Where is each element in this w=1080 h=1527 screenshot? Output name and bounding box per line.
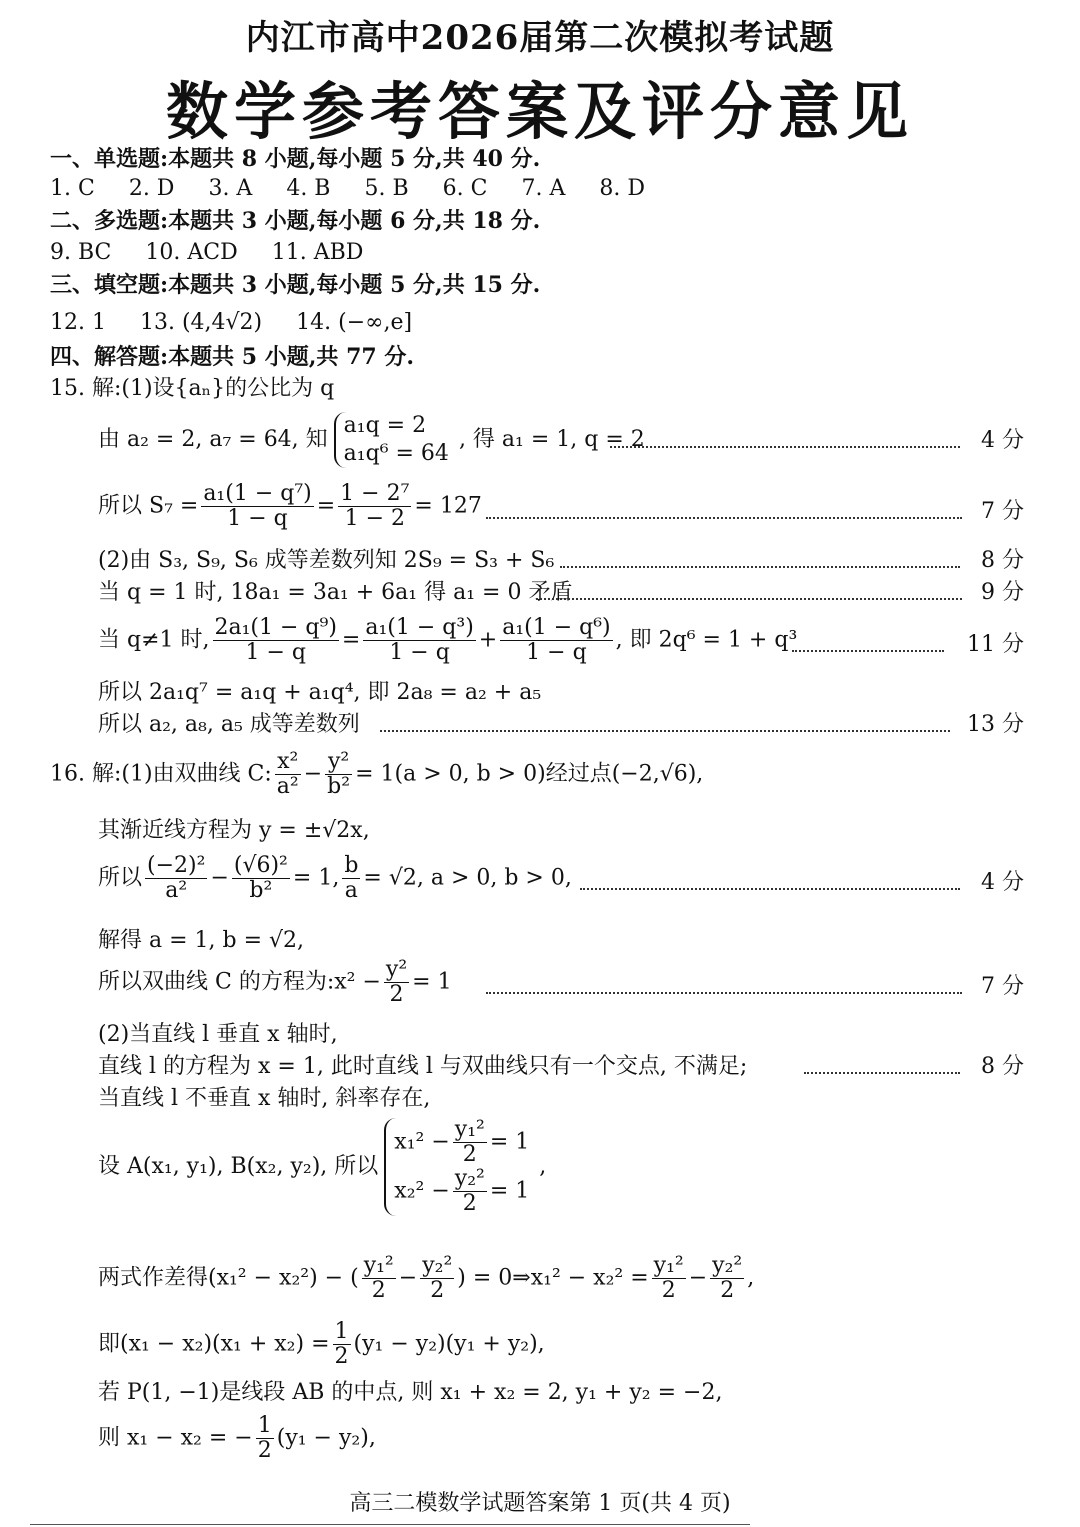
fraction: $\frac{\text{a₁(1 − q⁶)}}{1 - q}$	[502, 615, 611, 665]
fraction: $\frac{\text{a₁(1 − q⁷)}}{1 - q}$	[203, 481, 312, 531]
q16-step-4: 所以双曲线 C 的方程为:x² − $\frac{\text{y²}}{2}$ = 1	[98, 957, 452, 1007]
q16-intro: 16. 解:(1)由双曲线 C: $\frac{\text{x²}}{\text{a²}}$ − $\frac{\text{y²}}{\text{b²}}$ = 1(a > 0, b > 0)经过点(−2,√6),	[50, 749, 704, 799]
q15-step-6: 所以 2a₁q⁷ = a₁q + a₁q⁴, 即 2a₈ = a₂ + a₅	[98, 680, 542, 705]
fraction: $\frac{1}{2}$	[334, 1319, 349, 1369]
q15-step-4: 当 q = 1 时, 18a₁ = 3a₁ + 6a₁ 得 a₁ = 0 矛盾	[98, 580, 573, 605]
fraction: $\frac{\text{y₂²}}{2}$	[454, 1166, 485, 1216]
q15-step-1: 由 a₂ = 2, a₇ = 64, 知 a₁q = 2 a₁q⁶ = 64 , 得 a₁ = 1, q = 2	[98, 413, 645, 466]
fraction: $\frac{\text{1 − 2⁷}}{1 - 2}$	[340, 481, 410, 531]
fraction: $\frac{\text{(√6)²}}{\text{b²}}$	[233, 853, 288, 903]
score-leader	[792, 650, 944, 652]
q16-step-2: 所以 $\frac{\text{(−2)²}}{\text{a²}}$ − $\frac{\text{(√6)²}}{\text{b²}}$ = 1, $\frac{b}{a}$ = √2, a > 0, b > 0,	[98, 853, 572, 903]
single-choice-answers	[50, 174, 679, 204]
answer-item: 6. C	[442, 176, 488, 201]
answer-item: 13. (4,4√2)	[139, 310, 263, 335]
score-mark: 8 分	[981, 548, 1024, 573]
q15-step-2: 所以 S₇ = $\frac{\text{a₁(1 − q⁷)}}{1 - q}$ = $\frac{\text{1 − 2⁷}}{1 - 2}$ = 127	[98, 481, 482, 531]
q16-step-3: 解得 a = 1, b = √2,	[98, 928, 305, 953]
fraction: $\frac{\text{y₁²}}{2}$	[363, 1253, 394, 1303]
fraction: $\frac{b}{a}$	[344, 853, 359, 903]
fraction: $\frac{\text{y²}}{2}$	[385, 957, 408, 1007]
q15-step-3: (2)由 S₃, S₉, S₆ 成等差数列知 2S₉ = S₃ + S₆	[98, 548, 555, 573]
score-mark: 9 分	[981, 580, 1024, 605]
divider	[30, 1524, 750, 1525]
q16-part-2: (2)当直线 l 垂直 x 轴时,	[98, 1022, 338, 1047]
score-leader	[560, 566, 960, 568]
fraction: $\frac{\text{y₂²}}{2}$	[712, 1253, 743, 1303]
score-leader	[380, 730, 950, 732]
fraction: $\frac{\text{y₁²}}{2}$	[454, 1117, 485, 1167]
answer-item: 9. BC	[50, 240, 112, 265]
answer-item: 8. D	[599, 176, 645, 201]
section-3-heading: 三、填空题:本题共 3 小题,每小题 5 分,共 15 分.	[50, 272, 541, 298]
fraction: $\frac{\text{y₁²}}{2}$	[653, 1253, 684, 1303]
answer-item: 4. B	[286, 176, 331, 201]
answer-item: 14. (−∞,e]	[296, 310, 413, 335]
section-2-heading: 二、多选题:本题共 3 小题,每小题 6 分,共 18 分.	[50, 208, 541, 234]
answer-item: 7. A	[521, 176, 566, 201]
fraction: $\frac{1}{2}$	[257, 1413, 272, 1463]
fill-blank-answers	[50, 308, 446, 338]
score-leader	[580, 888, 960, 890]
score-mark: 4 分	[981, 870, 1024, 895]
fraction: $\frac{\text{a₁(1 − q³)}}{1 - q}$	[365, 615, 474, 665]
score-leader	[804, 1072, 960, 1074]
score-leader	[610, 446, 960, 448]
fraction: $\frac{\text{(−2)²}}{\text{a²}}$	[147, 853, 206, 903]
answer-item: 3. A	[208, 176, 253, 201]
section-1-heading: 一、单选题:本题共 8 小题,每小题 5 分,共 40 分.	[50, 146, 541, 172]
answer-item: 11. ABD	[271, 240, 364, 265]
q16-step-10: 若 P(1, −1)是线段 AB 的中点, 则 x₁ + x₂ = 2, y₁ + y₂ = −2,	[98, 1380, 723, 1405]
equation-system: x₁² − $\frac{\text{y₁²}}{2}$ = 1 x₂² − $\frac{\text{y₂²}}{2}$ = 1	[384, 1118, 533, 1216]
exam-title: 内江市高中2026届第二次模拟考试题	[245, 18, 835, 58]
score-mark: 7 分	[981, 499, 1024, 524]
answer-item: 5. B	[364, 176, 409, 201]
answer-item: 12. 1	[50, 310, 106, 335]
q16-step-9: 即(x₁ − x₂)(x₁ + x₂) = $\frac{1}{2}$ (y₁ − y₂)(y₁ + y₂),	[98, 1319, 545, 1369]
score-mark: 13 分	[967, 712, 1024, 737]
answer-item: 2. D	[128, 176, 175, 201]
score-mark: 4 分	[981, 428, 1024, 453]
score-leader	[486, 517, 962, 519]
score-leader	[536, 598, 962, 600]
equation-system: a₁q = 2 a₁q⁶ = 64	[334, 412, 453, 468]
fraction: $\frac{\text{y²}}{\text{b²}}$	[327, 749, 351, 799]
q16-step-5: 直线 l 的方程为 x = 1, 此时直线 l 与双曲线只有一个交点, 不满足;	[98, 1054, 748, 1079]
page-title: 数学参考答案及评分意见	[165, 75, 914, 148]
page-footer: 高三二模数学试题答案第 1 页(共 4 页)	[349, 1491, 731, 1516]
q16-step-1: 其渐近线方程为 y = ±√2x,	[98, 818, 370, 843]
q15-conclusion: 所以 a₂, a₈, a₅ 成等差数列	[98, 712, 360, 737]
q16-step-8: 两式作差得(x₁² − x₂²) − ( $\frac{\text{y₁²}}{2}$ − $\frac{\text{y₂²}}{2}$ ) = 0⇒x₁² − x₂² = $\frac{\text{y₁²}}{2}$ − $\frac{\text{y₂²}}{2}$ ,	[98, 1253, 755, 1303]
q16-step-7: 设 A(x₁, y₁), B(x₂, y₂), 所以 x₁² − $\frac{\text{y₁²}}{2}$ = 1 x₂² − $\frac{\text{y₂²}}{2}$ = 1 ,	[98, 1117, 547, 1216]
score-mark: 7 分	[981, 974, 1024, 999]
fraction: $\frac{\text{2a₁(1 − q⁹)}}{1 - q}$	[214, 615, 337, 665]
fraction: $\frac{\text{y₂²}}{2}$	[422, 1253, 453, 1303]
answer-item: 1. C	[50, 176, 95, 201]
answer-item: 10. ACD	[145, 240, 238, 265]
section-4-heading: 四、解答题:本题共 5 小题,共 77 分.	[50, 344, 414, 370]
score-mark: 11 分	[967, 632, 1024, 657]
q15-step-5: 当 q≠1 时, $\frac{\text{2a₁(1 − q⁹)}}{1 - q}$ = $\frac{\text{a₁(1 − q³)}}{1 - q}$ + $\frac{\text{a₁(1 − q⁶)}}{1 - q}$ , 即 2q⁶ = 1 + q³	[98, 615, 798, 665]
score-mark: 8 分	[981, 1054, 1024, 1079]
multi-choice-answers	[50, 238, 397, 268]
fraction: $\frac{\text{x²}}{\text{a²}}$	[276, 749, 299, 799]
q15-intro: 15. 解:(1)设{aₙ}的公比为 q	[50, 376, 335, 401]
q16-step-6: 当直线 l 不垂直 x 轴时, 斜率存在,	[98, 1086, 431, 1111]
q16-step-11: 则 x₁ − x₂ = − $\frac{1}{2}$ (y₁ − y₂),	[98, 1413, 376, 1463]
score-leader	[486, 992, 962, 994]
